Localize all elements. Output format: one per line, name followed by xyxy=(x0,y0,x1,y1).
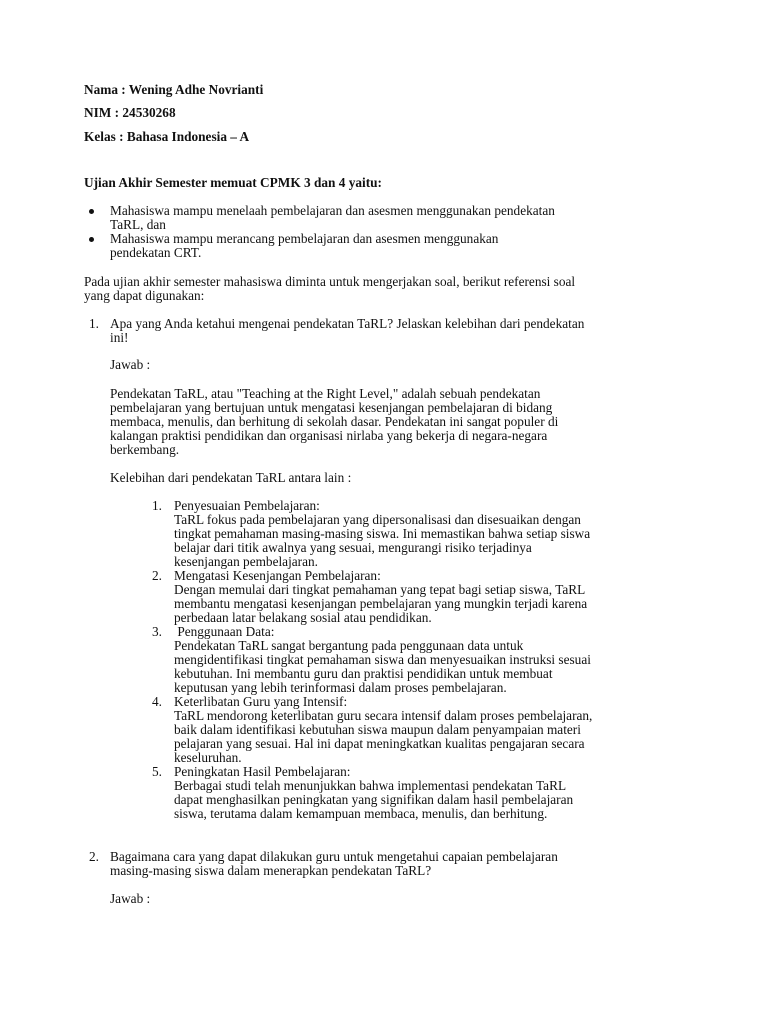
question-text: Apa yang Anda ketahui mengenai pendekatan TaRL? Jelaskan kelebihan dari pendekatan xyxy=(110,316,585,331)
item-number: 5. xyxy=(152,764,162,779)
question-number: 2. xyxy=(89,849,99,864)
advantages-intro: Kelebihan dari pendekatan TaRL antara lain : xyxy=(110,470,352,485)
student-nim: NIM : 24530268 xyxy=(84,105,176,120)
item-line: keputusan yang lebih terinformasi dalam proses pembelajaran. xyxy=(174,680,507,695)
item-title: Keterlibatan Guru yang Intensif: xyxy=(174,694,348,709)
student-name: Nama : Wening Adhe Novrianti xyxy=(84,82,264,97)
intro-paragraph: Pada ujian akhir semester mahasiswa diminta untuk mengerjakan soal, berikut referensi soal xyxy=(84,274,576,289)
item-line: baik dalam identifikasi kebutuhan siswa maupun dalam penyampaian materi xyxy=(174,722,581,737)
bullet-icon xyxy=(89,209,94,214)
item-line: keseluruhan. xyxy=(174,750,242,765)
question-text: masing-masing siswa dalam menerapkan pendekatan TaRL? xyxy=(110,863,432,878)
item-line: Berbagai studi telah menunjukkan bahwa implementasi pendekatan TaRL xyxy=(174,778,567,793)
item-title: Penggunaan Data: xyxy=(174,624,275,639)
item-line: siswa, terutama dalam kemampuan membaca, menulis, dan berhitung. xyxy=(174,806,548,821)
student-class: Kelas : Bahasa Indonesia – A xyxy=(84,129,250,144)
answer-line: pembelajaran yang bertujuan untuk mengatasi kesenjangan pembelajaran di bidang xyxy=(110,400,553,415)
answer-label: Jawab : xyxy=(110,891,151,906)
bullet-text: Mahasiswa mampu menelaah pembelajaran dan asesmen menggunakan pendekatan xyxy=(110,203,555,218)
answer-line: Pendekatan TaRL, atau "Teaching at the Right Level," adalah sebuah pendekatan xyxy=(110,386,541,401)
item-line: dapat menghasilkan peningkatan yang signifikan dalam hasil pembelajaran xyxy=(174,792,574,807)
item-number: 3. xyxy=(152,624,162,639)
bullet-text: Mahasiswa mampu merancang pembelajaran dan asesmen menggunakan xyxy=(110,231,499,246)
answer-line: membaca, menulis, dan berhitung di sekolah dasar. Pendekatan ini sangat populer di xyxy=(110,414,559,429)
item-line: mengidentifikasi tingkat pemahaman siswa dan menyesuaikan instruksi sesuai xyxy=(174,652,591,667)
item-number: 2. xyxy=(152,568,162,583)
bullet-icon xyxy=(89,237,94,242)
item-line: TaRL fokus pada pembelajaran yang dipersonalisasi dan disesuaikan dengan xyxy=(174,512,581,527)
item-line: perbedaan latar belakang sosial atau pendidikan. xyxy=(174,610,432,625)
item-number: 1. xyxy=(152,498,162,513)
item-line: tingkat pemahaman masing-masing siswa. Ini memastikan bahwa setiap siswa xyxy=(174,526,591,541)
bullet-text: TaRL, dan xyxy=(110,217,166,232)
item-line: membantu mengatasi kesenjangan pembelajaran yang mungkin terjadi karena xyxy=(174,596,588,611)
item-line: pelajaran yang sesuai. Hal ini dapat meningkatkan kualitas pengajaran secara xyxy=(174,736,585,751)
answer-line: berkembang. xyxy=(110,442,180,457)
item-line: belajar dari titik awalnya yang sesuai, mengurangi risiko terjadinya xyxy=(174,540,532,555)
bullet-text: pendekatan CRT. xyxy=(110,245,202,260)
item-line: Pendekatan TaRL sangat bergantung pada penggunaan data untuk xyxy=(174,638,524,653)
item-line: Dengan memulai dari tingkat pemahaman yang tepat bagi setiap siswa, TaRL xyxy=(174,582,586,597)
answer-line: kalangan praktisi pendidikan dan organisasi nirlaba yang bekerja di negara-negara xyxy=(110,428,548,443)
exam-heading: Ujian Akhir Semester memuat CPMK 3 dan 4 yaitu: xyxy=(84,175,382,190)
intro-paragraph: yang dapat digunakan: xyxy=(84,288,205,303)
question-text: Bagaimana cara yang dapat dilakukan guru untuk mengetahui capaian pembelajaran xyxy=(110,849,558,864)
item-title: Peningkatan Hasil Pembelajaran: xyxy=(174,764,351,779)
item-title: Penyesuaian Pembelajaran: xyxy=(174,498,320,513)
question-number: 1. xyxy=(89,316,99,331)
item-line: TaRL mendorong keterlibatan guru secara intensif dalam proses pembelajaran, xyxy=(174,708,593,723)
item-number: 4. xyxy=(152,694,162,709)
item-line: kebutuhan. Ini membantu guru dan praktisi pendidikan untuk membuat xyxy=(174,666,553,681)
question-text: ini! xyxy=(110,330,129,345)
answer-label: Jawab : xyxy=(110,357,151,372)
item-line: kesenjangan pembelajaran. xyxy=(174,554,318,569)
item-title: Mengatasi Kesenjangan Pembelajaran: xyxy=(174,568,381,583)
